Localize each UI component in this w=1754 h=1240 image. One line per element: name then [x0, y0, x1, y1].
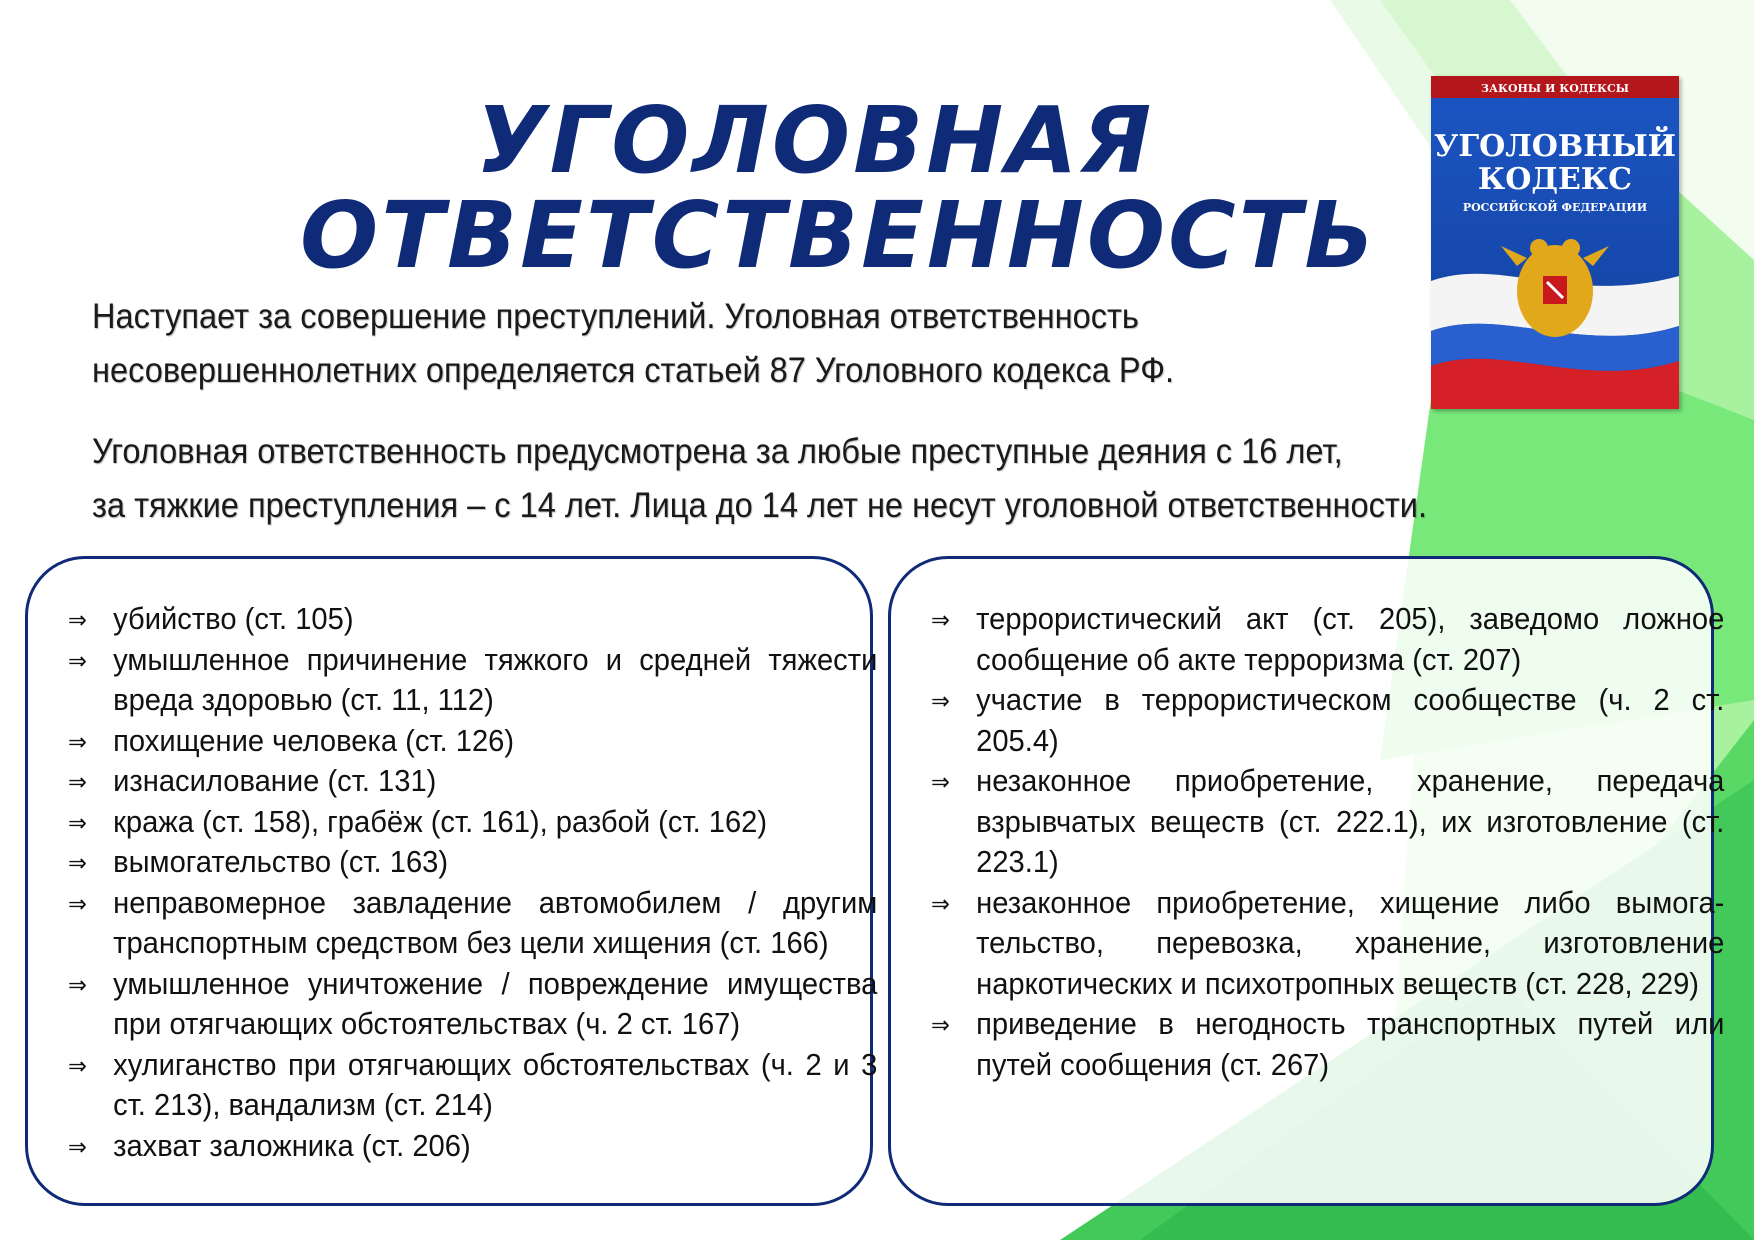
- list-item: ⇒ участие в террористическом сообществе (ч. 2 ст. 205.4): [931, 682, 1725, 758]
- left-offenses-list: [68, 599, 878, 1166]
- double-arrow-right-icon: ⇒: [931, 769, 950, 796]
- intro-paragraph-2-line-1: Уголовная ответственность предусмотрена за любые преступные деяния с 16 лет,: [92, 432, 1343, 471]
- list-item: ⇒ незаконное приобретение, хранение, передача взрывчатых веществ (ст. 222.1), их изготовление (ст. 223.1): [931, 763, 1725, 879]
- book-title-line-2: КОДЕКС: [1477, 162, 1633, 197]
- double-arrow-right-icon: ⇒: [68, 607, 87, 634]
- list-item: ⇒ неправомерное завладение автомобилем / другим транспортным средством без цели хищения (ст. 166): [68, 884, 878, 960]
- list-item: ⇒ приведение в негодность транспортных путей или путей сообщения (ст. 267): [931, 1006, 1725, 1082]
- double-arrow-right-icon: ⇒: [68, 728, 87, 756]
- double-arrow-right-icon: ⇒: [931, 1012, 950, 1039]
- double-arrow-right-icon: ⇒: [68, 890, 87, 918]
- double-arrow-right-icon: ⇒: [68, 647, 87, 675]
- list-item: ⇒ захват заложника (ст. 206): [68, 1126, 877, 1167]
- list-item: ⇒ кража (ст. 158), грабёж (ст. 161), разбой (ст. 162): [68, 802, 877, 843]
- double-arrow-right-icon: ⇒: [68, 809, 87, 837]
- page-title-line-1: УГОЛОВНАЯ: [475, 87, 1155, 194]
- double-arrow-right-icon: ⇒: [931, 890, 950, 918]
- right-offenses-list: [931, 599, 1725, 1085]
- double-arrow-right-icon: ⇒: [68, 769, 87, 796]
- intro-paragraph-1-line-2: несовершеннолетних определяется статьей 87 Уголовного кодекса РФ.: [92, 351, 1175, 390]
- list-item: ⇒ умышленное причинение тяжкого и средней тяжести вреда здоровью (ст. 11, 112): [68, 641, 878, 717]
- right-offenses-panel: [888, 556, 1725, 1206]
- intro-paragraph-2: [92, 425, 1599, 533]
- double-arrow-right-icon: ⇒: [931, 688, 950, 715]
- left-offenses-panel: [25, 556, 878, 1206]
- list-item: ⇒ хулиганство при отягчающих обстоятельствах (ч. 2 и 3 ст. 213), вандализм (ст. 214): [68, 1046, 878, 1122]
- list-item: ⇒ вымогательство (ст. 163): [68, 842, 877, 883]
- intro-paragraph-2-line-2: за тяжкие преступления – с 14 лет. Лица до 14 лет не несут уголовной ответственности.: [92, 486, 1428, 525]
- double-arrow-right-icon: ⇒: [931, 607, 950, 634]
- list-item: ⇒ умышленное уничтожение / повреждение имущества при отягчающих обстоятельствах (ч. 2 ст. 167): [68, 965, 878, 1041]
- double-arrow-right-icon: ⇒: [68, 850, 87, 877]
- intro-paragraph-1: [92, 290, 1338, 398]
- intro-paragraph-1-line-1: Наступает за совершение преступлений. Уголовная ответственность: [92, 297, 1139, 336]
- double-arrow-right-icon: ⇒: [68, 971, 87, 999]
- criminal-code-book-cover: [1431, 76, 1679, 409]
- list-item: ⇒ незаконное приобретение, хищение либо вымога-тельство, перевозка, хранение, изготовление наркотических и психотропных веществ (ст. 228, 229): [931, 884, 1725, 1001]
- book-series-label: ЗАКОНЫ И КОДЕКСЫ: [1481, 82, 1629, 95]
- book-title-line-1: УГОЛОВНЫЙ: [1434, 129, 1676, 164]
- book-subtitle: РОССИЙСКОЙ ФЕДЕРАЦИИ: [1462, 201, 1648, 214]
- list-item: ⇒ террористический акт (ст. 205), заведомо ложное сообщение об акте терроризма (ст. 207): [931, 601, 1725, 677]
- double-arrow-right-icon: ⇒: [68, 1052, 87, 1080]
- page-title-line-2: ОТВЕТСТВЕННОСТЬ: [300, 182, 1378, 289]
- double-arrow-right-icon: ⇒: [68, 1133, 87, 1161]
- list-item: ⇒ похищение человека (ст. 126): [68, 721, 877, 762]
- list-item: ⇒ изнасилование (ст. 131): [68, 761, 877, 802]
- list-item: ⇒ убийство (ст. 105): [68, 599, 877, 640]
